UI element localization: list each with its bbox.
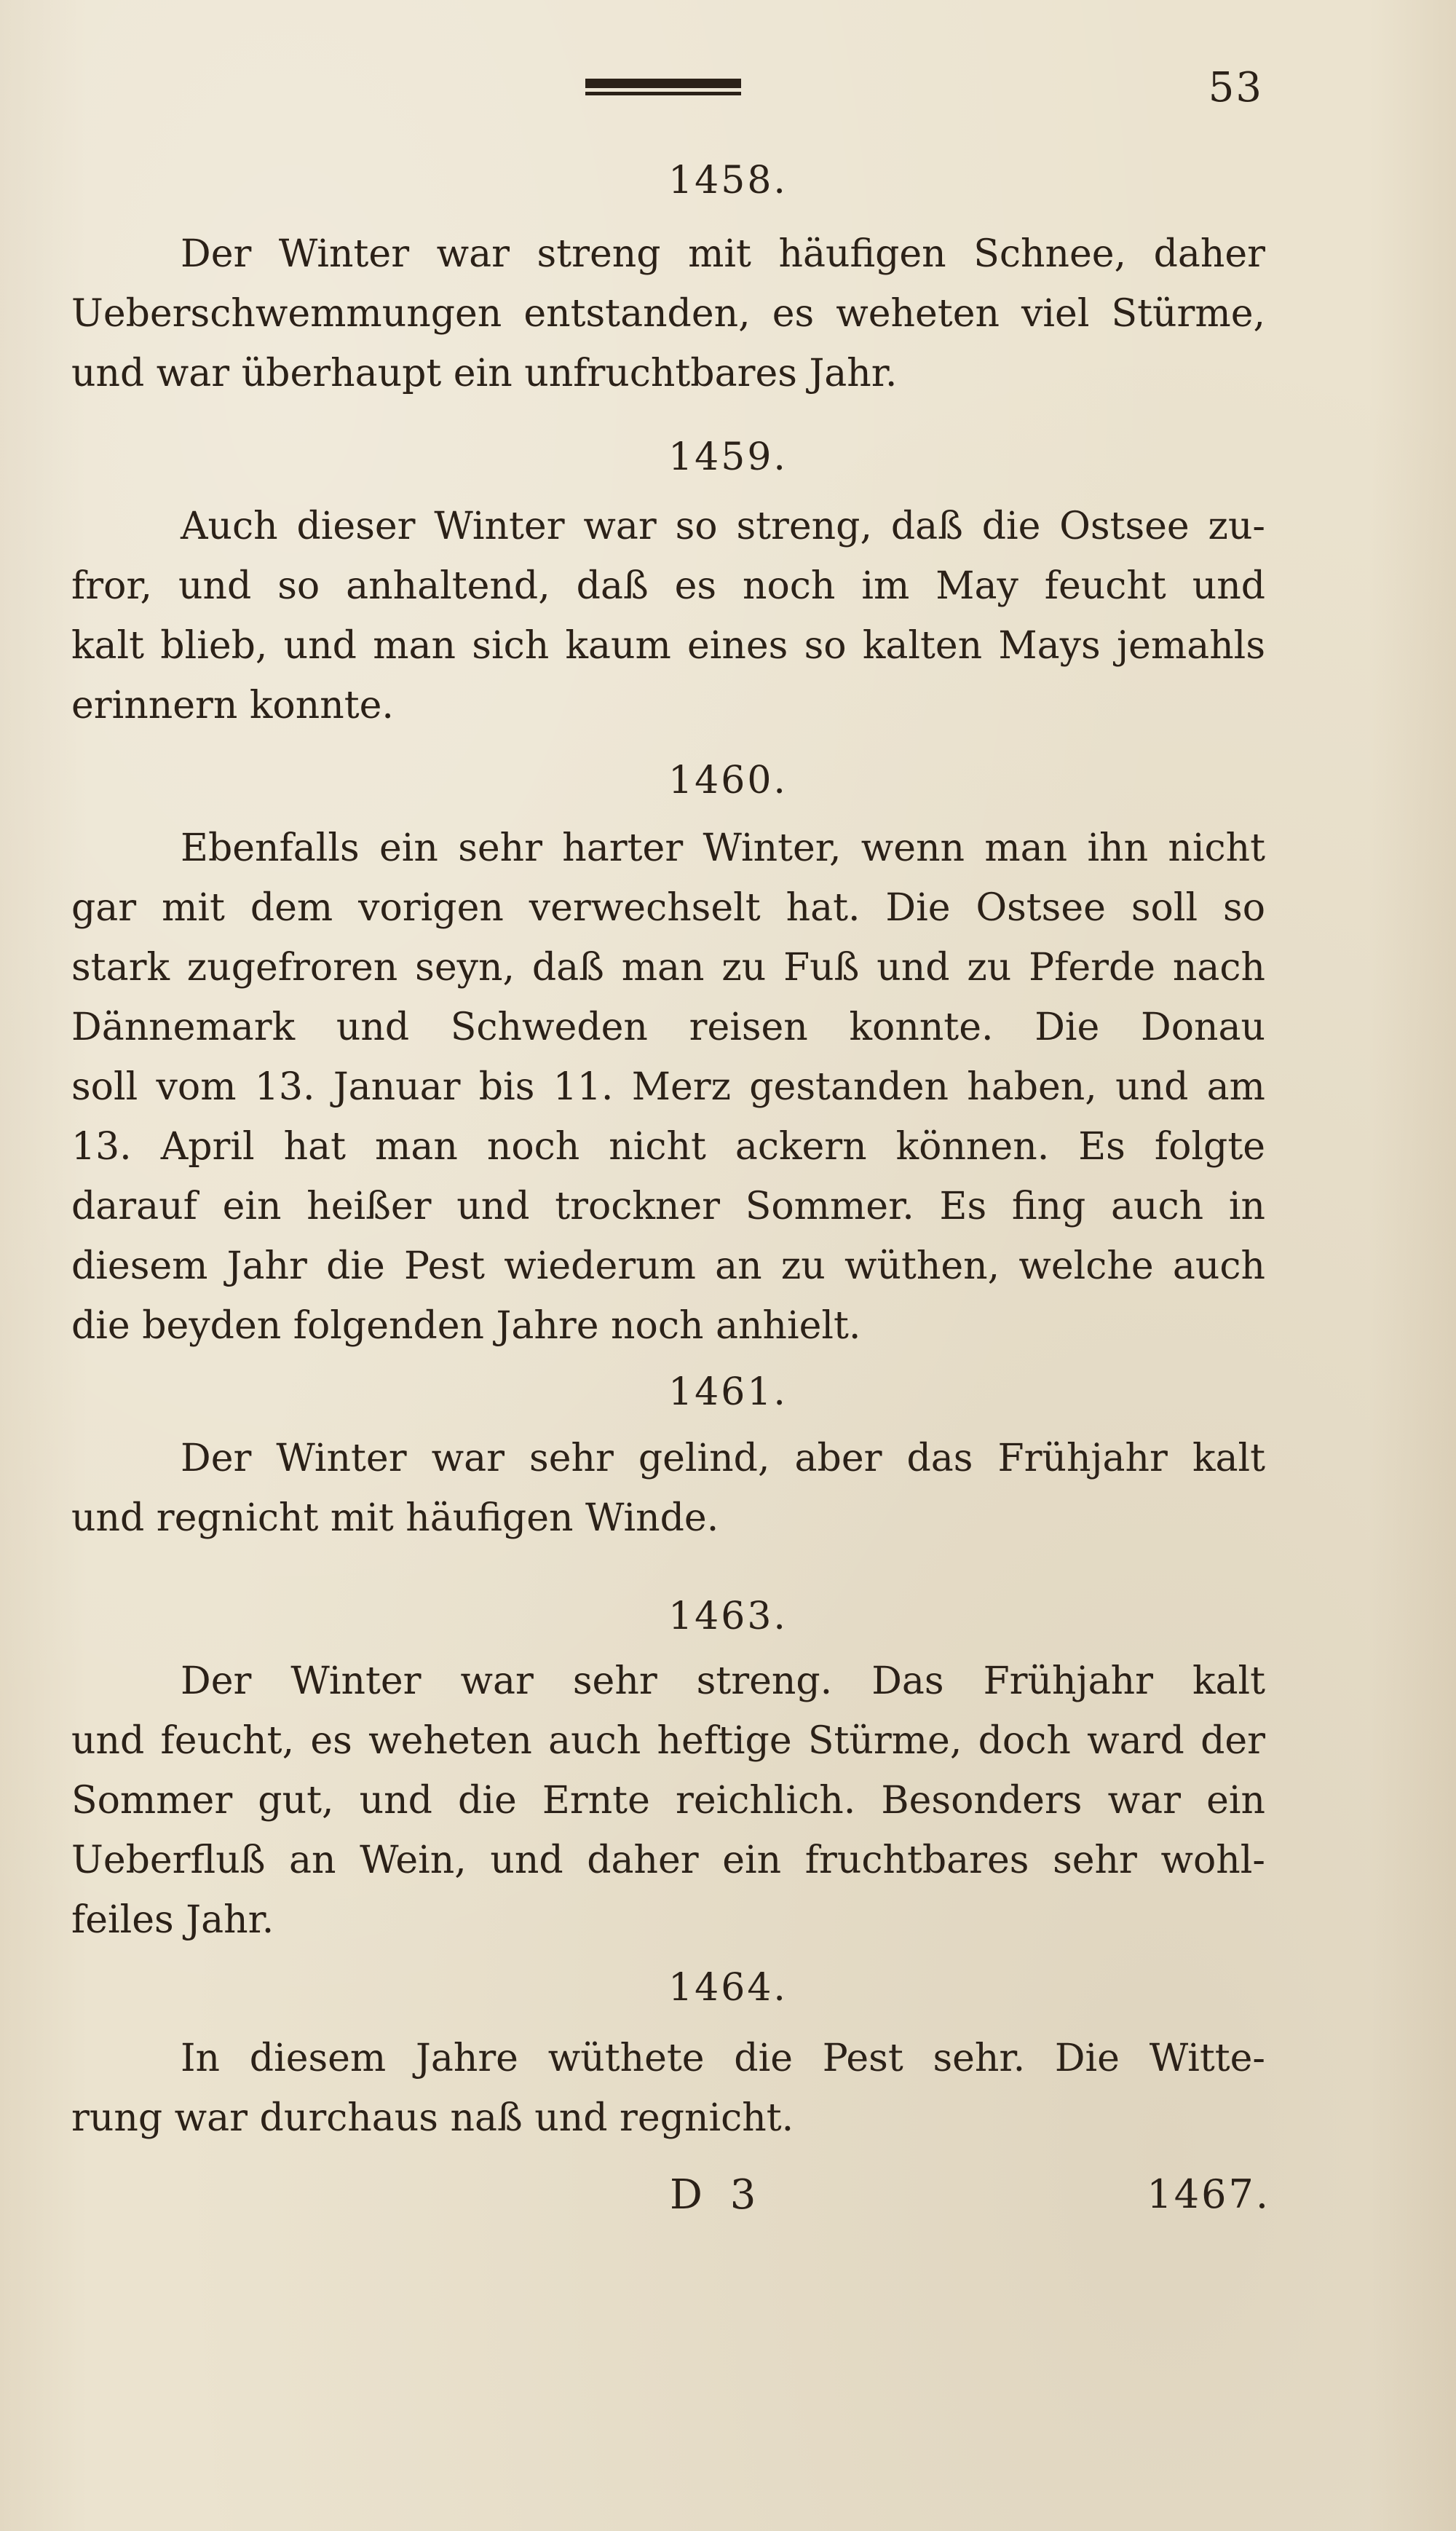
entry-paragraph-1459 xyxy=(71,497,1265,735)
text-line: Ueberfluß an Wein, und daher ein fruchtbares sehr wohl- xyxy=(71,1839,1265,1882)
entry-paragraph-1461 xyxy=(71,1429,1265,1548)
signature-mark: D 3 xyxy=(670,2171,764,2219)
text-line: erinnern konnte. xyxy=(71,684,394,727)
year-heading-1464: 1464. xyxy=(668,1966,788,2010)
entry-paragraph-1458 xyxy=(71,224,1265,403)
text-line: kalt blieb, und man sich kaum eines so kalten Mays jemahls xyxy=(71,624,1265,668)
text-line: feiles Jahr. xyxy=(71,1898,274,1942)
text-line: fror, und so anhaltend, daß es noch im May feucht und xyxy=(71,564,1265,608)
text-line: 13. April hat man noch nicht ackern können. Es folgte xyxy=(71,1125,1265,1169)
catchword: 1467. xyxy=(1147,2171,1270,2217)
header-rule xyxy=(585,79,741,98)
text-line: soll vom 13. Januar bis 11. Merz gestanden haben, und am xyxy=(71,1065,1265,1109)
text-line: Der Winter war streng mit häufigen Schnee, daher xyxy=(181,232,1265,276)
text-line: In diesem Jahre wüthete die Pest sehr. Die Witte- xyxy=(181,2037,1265,2080)
entry-paragraph-1464 xyxy=(71,2029,1265,2148)
text-line: darauf ein heißer und trockner Sommer. Es fing auch in xyxy=(71,1185,1265,1228)
text-line: Ueberschwemmungen entstanden, es weheten viel Stürme, xyxy=(71,292,1265,336)
text-line: diesem Jahr die Pest wiederum an zu wüthen, welche auch xyxy=(71,1244,1265,1288)
text-line: Der Winter war sehr streng. Das Frühjahr kalt xyxy=(181,1659,1265,1703)
text-line: Dännemark und Schweden reisen konnte. Die Donau xyxy=(71,1006,1265,1049)
text-line: Ebenfalls ein sehr harter Winter, wenn man ihn nicht xyxy=(181,826,1265,870)
year-heading-1458: 1458. xyxy=(668,159,788,202)
page-number: 53 xyxy=(1208,64,1263,111)
text-line: Sommer gut, und die Ernte reichlich. Besonders war ein xyxy=(71,1779,1265,1823)
text-line: rung war durchaus naß und regnicht. xyxy=(71,2096,794,2140)
text-line: stark zugefroren seyn, daß man zu Fuß und zu Pferde nach xyxy=(71,946,1265,990)
text-line: gar mit dem vorigen verwechselt hat. Die Ostsee soll so xyxy=(71,886,1265,930)
text-line: und feucht, es weheten auch heftige Stürme, doch ward der xyxy=(71,1719,1265,1763)
text-line: und war überhaupt ein unfruchtbares Jahr. xyxy=(71,352,898,395)
text-line: und regnicht mit häufigen Winde. xyxy=(71,1496,719,1540)
year-heading-1461: 1461. xyxy=(668,1370,788,1414)
entry-paragraph-1463 xyxy=(71,1651,1265,1950)
text-line: Auch dieser Winter war so streng, daß die Ostsee zu- xyxy=(181,505,1265,548)
year-heading-1459: 1459. xyxy=(668,435,788,479)
year-heading-1460: 1460. xyxy=(668,759,788,802)
entry-paragraph-1460 xyxy=(71,818,1265,1356)
year-heading-1463: 1463. xyxy=(668,1595,788,1638)
text-line: die beyden folgenden Jahre noch anhielt. xyxy=(71,1304,861,1348)
text-line: Der Winter war sehr gelind, aber das Frühjahr kalt xyxy=(181,1437,1265,1480)
